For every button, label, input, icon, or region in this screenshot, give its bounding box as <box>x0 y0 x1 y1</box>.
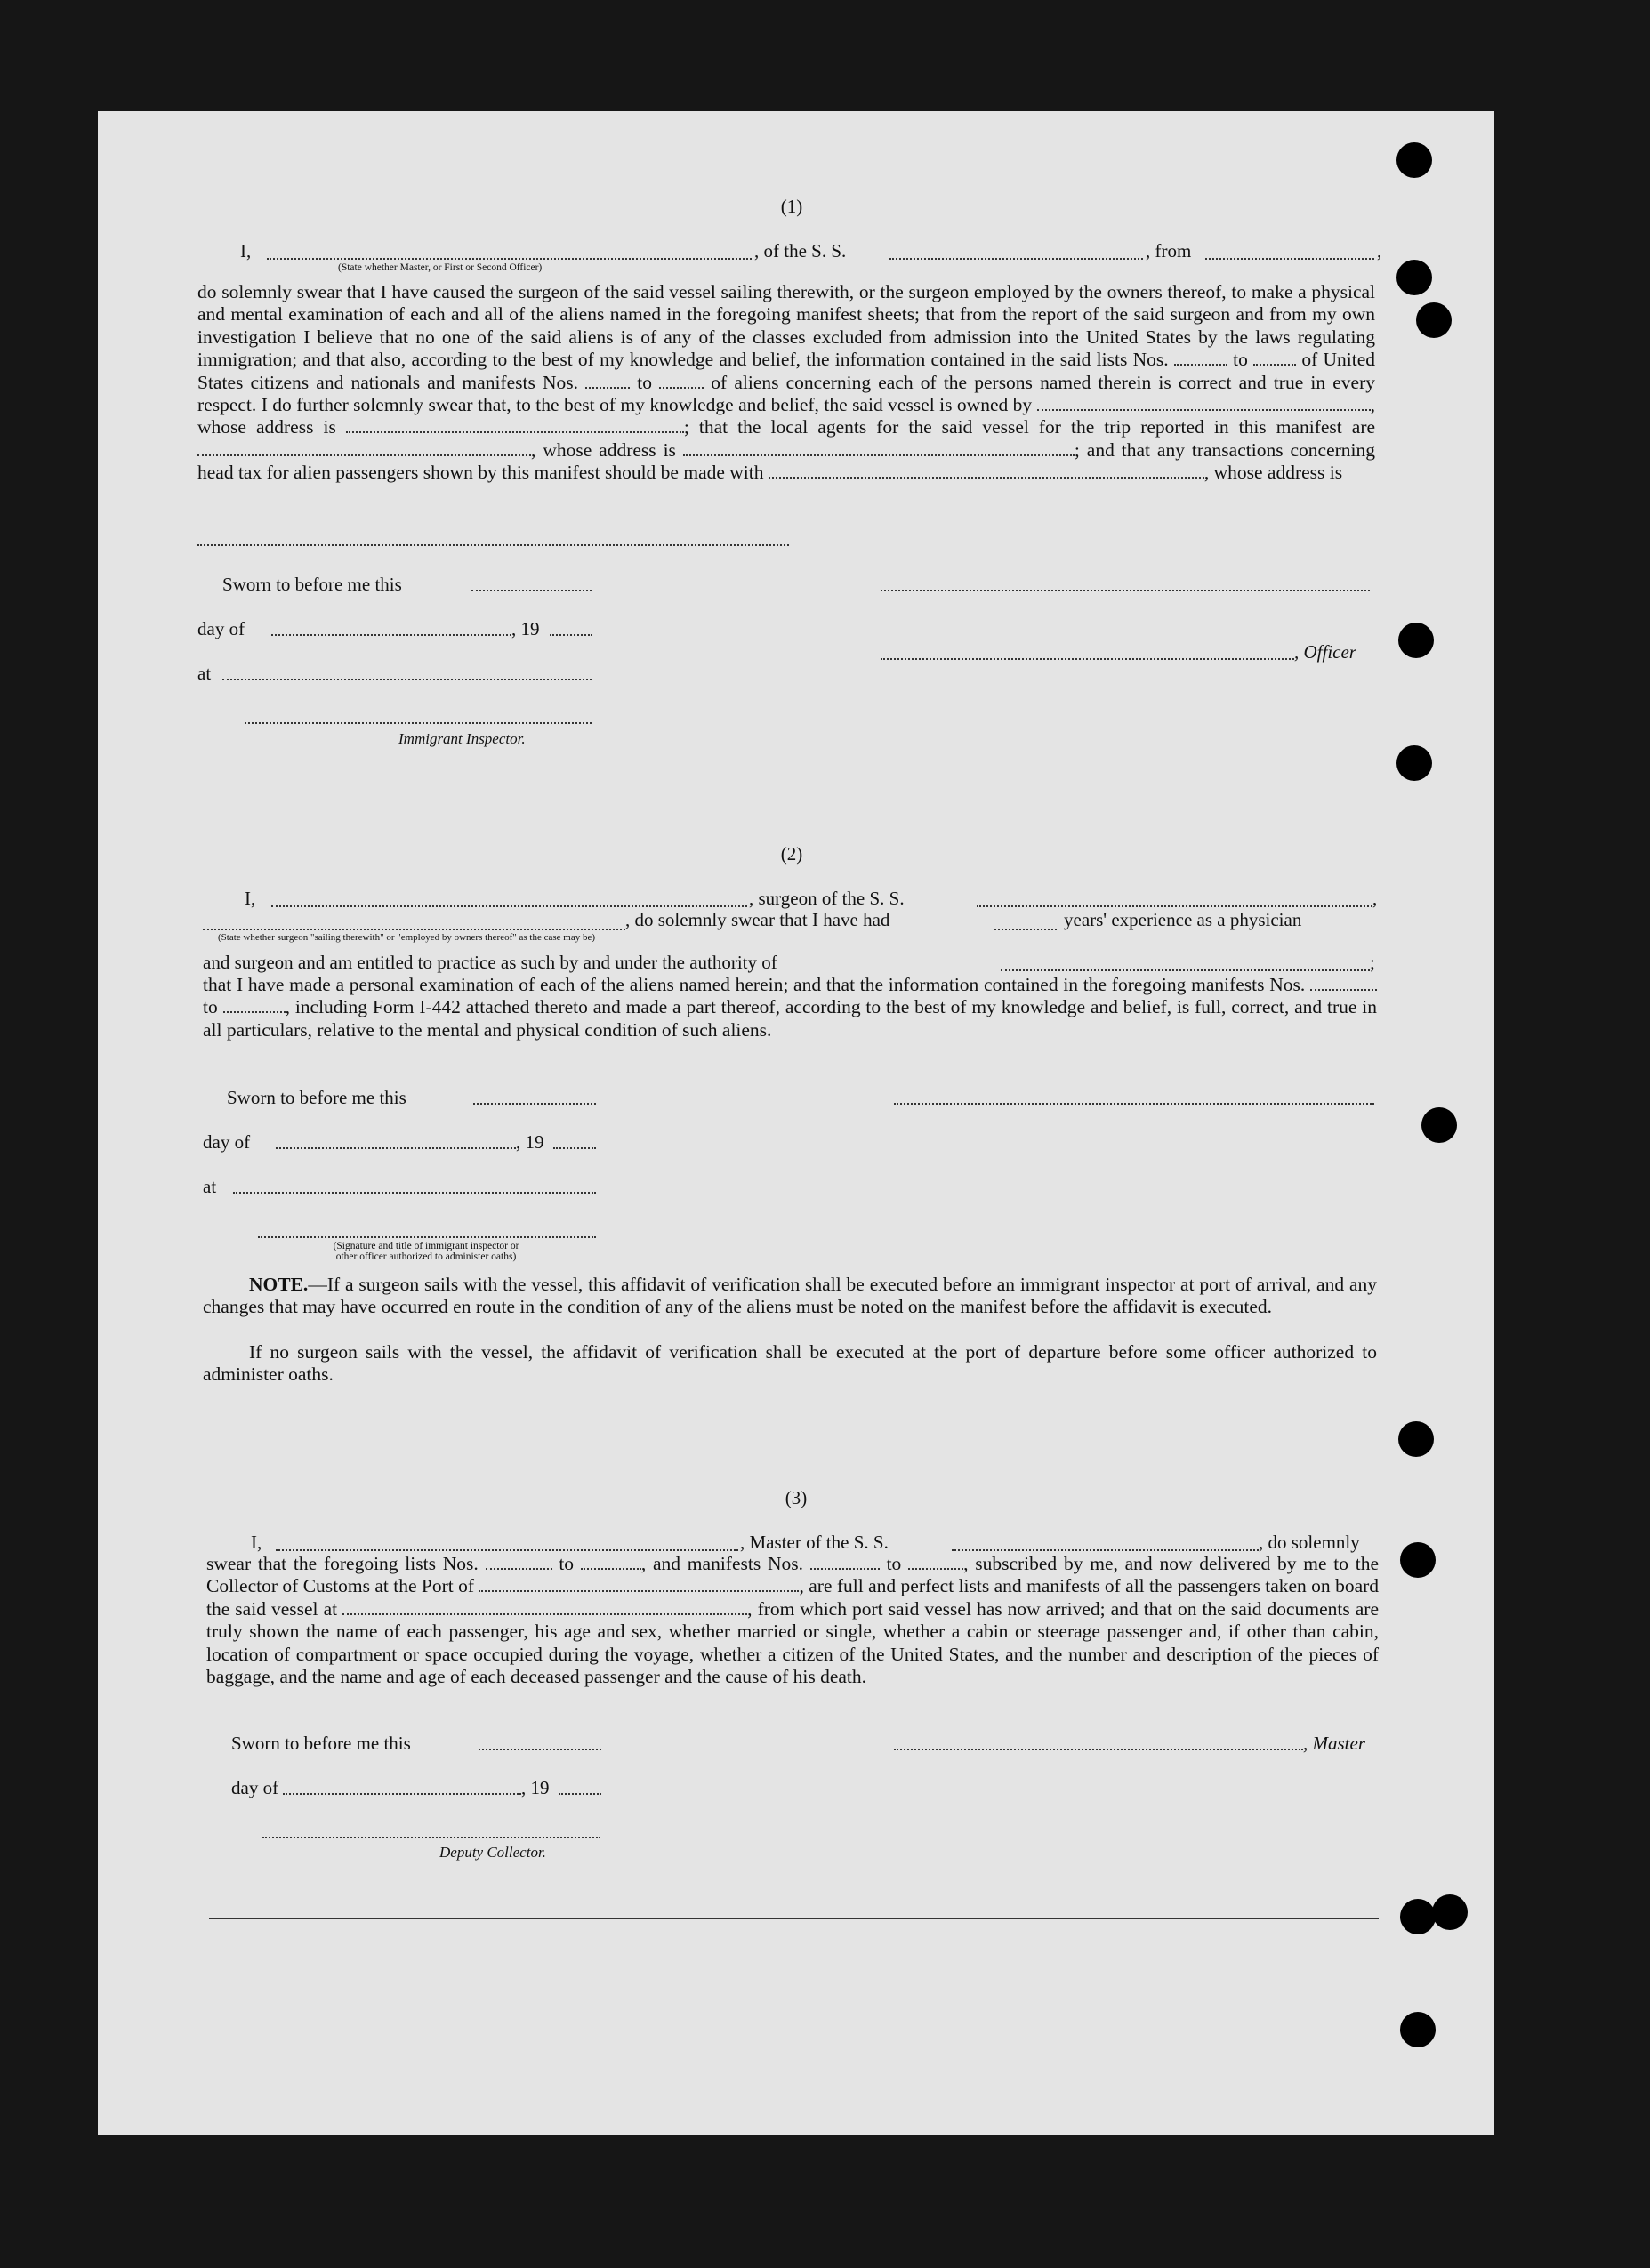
section-1-number: (1) <box>780 196 803 217</box>
s3-manifests-from-field[interactable] <box>810 1554 880 1570</box>
s2-surgeon-name-field[interactable] <box>271 905 747 907</box>
punch-hole <box>1398 623 1434 658</box>
section-2-number: (2) <box>780 843 803 865</box>
s1-officer-name-field[interactable] <box>267 258 752 260</box>
s3-sworn-label: Sworn to before me this <box>231 1733 411 1754</box>
punch-hole <box>1432 1894 1468 1930</box>
s1-officer-title-line[interactable] <box>881 658 1294 660</box>
s3-to2: to <box>886 1553 902 1574</box>
punch-hole <box>1416 302 1452 338</box>
s3-l3b: , are full and perfect lists and <box>799 1575 1022 1597</box>
s1-officer-label <box>1294 641 1356 664</box>
s2-year-prefix: , 19 <box>516 1131 544 1153</box>
footer-divider <box>209 1918 1379 1919</box>
punch-hole <box>1421 1107 1457 1143</box>
s1-head-tax-address-field[interactable] <box>197 544 789 546</box>
s3-body: port said vessel has now arrived; and that on the said documents are truly shown the name of each passenger, his age and sex, whether married or single, whether a cabin or steerage passenger and, if other than cabin, location of compartment or space occupied during the voyage, whether a citizen of the United States, and the number and description of the pieces of baggage, and the name and age of each deceased passenger and the cause of his death. <box>206 1597 1379 1688</box>
s1-inspector-text: Immigrant Inspector. <box>398 730 526 747</box>
s2-body2a: foregoing manifests Nos. <box>1111 974 1306 995</box>
s1-sworn-date-field[interactable] <box>471 590 592 591</box>
s3-deputy-label <box>439 1841 546 1863</box>
s2-body2b: , including Form I-442 attached thereto and made a part thereof, according to <box>285 996 881 1018</box>
punch-hole <box>1400 2012 1436 2047</box>
s2-surgeon-type-field[interactable] <box>203 929 625 930</box>
s1-from-field[interactable] <box>1205 258 1374 260</box>
s1-lists-to-field[interactable] <box>1253 350 1296 366</box>
s3-sworn-date-field[interactable] <box>479 1749 601 1750</box>
s3-collector-signature-line[interactable] <box>262 1837 600 1838</box>
s1-semicolon: ; <box>683 416 689 438</box>
s2-vessel-field[interactable] <box>977 905 1372 907</box>
s2-day-of-field[interactable] <box>276 1147 516 1149</box>
s2-semicolon: ; <box>1370 952 1375 973</box>
s1-whose-address3: , whose address is <box>1203 462 1343 484</box>
s3-master-text: , Master <box>1303 1733 1365 1754</box>
s1-paragraph: do solemnly swear that I have caused the surgeon of the said vessel sailing therewith, or the surgeon employed by the owners thereof, to make a physical and mental examination of each and all of the aliens named in the foregoing manifest sheets; that from the report of the said surgeon and from my own investigation I believe that no one of the said aliens is of any of the classes excluded from admission into the United States by the laws regulating immigration; and that also, according to the best of my knowledge and belief, the information contained in the said lists Nos. to of United States citizens and nationals and manifests Nos. to of aliens concerning each of the persons named therein is correct and true in every respect. I do further solemnly swear that, to the best of my knowledge and belief, the said vessel is owned by , whose address is ; that the local agents for the said vessel for the trip reported in this manifest are , whose address is ; and that any transactions concerning head tax for alien passengers shown by this manifest should be made with , whose address is <box>197 281 1376 484</box>
s2-manifests-to-field[interactable] <box>223 997 286 1013</box>
s1-p2a: of United States citizens and nationals and manifests Nos. <box>197 349 1376 393</box>
s3-l3: delivered by me to the Collector of Customs at the Port of <box>206 1553 1380 1597</box>
s2-note <box>203 1274 1377 1319</box>
s1-p2b: of aliens concerning each of the persons named therein is correct and true in every respect. I do further solemnly swear that, to the best of my knowledge and belief, <box>197 371 1375 416</box>
s2-note2: If no surgeon sails with the vessel, the affidavit of verification shall be executed at the port of departure before some officer authorized to administer oaths. <box>203 1341 1377 1386</box>
s1-at-label: at <box>197 663 212 684</box>
punch-hole <box>1396 142 1432 178</box>
s2-sworn-label: Sworn to before me this <box>227 1087 406 1108</box>
s1-officer-note: (State whether Master, or First or Second Officer) <box>338 262 543 273</box>
s3-master-name-field[interactable] <box>276 1549 738 1551</box>
s3-master-label <box>1303 1733 1365 1755</box>
s2-inspector-signature-line[interactable] <box>258 1236 596 1238</box>
s1-officer-text: , Officer <box>1294 641 1356 663</box>
s3-master-of-label: , Master of the S. S. <box>740 1532 889 1553</box>
s1-at-field[interactable] <box>222 679 592 680</box>
s2-at-label: at <box>203 1176 217 1197</box>
s1-sworn-label: Sworn to before me this <box>222 574 402 595</box>
s2-note-label: NOTE. <box>249 1274 309 1295</box>
s3-port-field[interactable] <box>479 1576 799 1592</box>
s2-note-text: —If a surgeon sails with the vessel, this affidavit of verification shall be executed before an immigrant inspector at port of arrival, and any changes that may have occurred en route in the condition of any of the aliens must be noted on the manifest before the affidavit is executed. <box>203 1274 1377 1318</box>
punch-hole <box>1398 1421 1434 1457</box>
s3-year-field[interactable] <box>559 1793 601 1795</box>
s3-l2c: , subscribed by me, and now <box>963 1553 1193 1574</box>
s1-passengers: passengers shown by this manifest should be made with <box>335 462 764 484</box>
s1-inspector-label <box>398 728 526 750</box>
s1-officer-signature-line[interactable] <box>881 590 1370 591</box>
s2-manifests-from-field[interactable] <box>1310 975 1377 991</box>
s3-l2b: , and manifests Nos. <box>640 1553 803 1574</box>
s2-body3: the best of my knowledge and belief, is full, correct, and true in all particulars, relative to the mental and physical condition of such aliens. <box>203 996 1377 1041</box>
s2-surgeon-of-label: , surgeon of the S. S. <box>749 888 905 909</box>
s1-day-of-field[interactable] <box>271 634 511 636</box>
punch-hole <box>1400 1542 1436 1578</box>
s1-p1: do solemnly swear that I have caused the surgeon of the said vessel sailing therewith, or the surgeon employed by the owners thereof, to make a physical and mental examination of each and all of the aliens named in the foregoing manifest sheets; that from the report of the said surgeon and from my own investigation I believe that no one of the said aliens is of any of the classes excluded from admission into the United States by the laws regulating immigration; and that also, according to the best of my knowledge and belief, the information contained in the said lists Nos. <box>197 281 1375 371</box>
s2-comma: , <box>1372 888 1378 909</box>
s2-at-field[interactable] <box>233 1192 596 1194</box>
s1-to2: to <box>637 371 652 393</box>
s2-sig-note-2: other officer authorized to administer oaths) <box>335 1251 517 1262</box>
s3-l2a: swear that the foregoing lists Nos. <box>206 1553 479 1574</box>
s3-lists-from-field[interactable] <box>486 1554 552 1570</box>
s1-from-label: , from <box>1146 240 1192 261</box>
s2-sig-note-1: (Signature and title of immigrant inspector or <box>333 1241 519 1251</box>
punch-hole <box>1396 260 1432 295</box>
s3-master-signature-line[interactable] <box>894 1749 1303 1750</box>
s1-whose-address2: whose address is <box>543 438 676 461</box>
s1-inspector-signature-line[interactable] <box>245 722 592 724</box>
s2-year-field[interactable] <box>553 1147 596 1149</box>
s1-agents-address-field[interactable] <box>683 440 1075 456</box>
s1-year-prefix: , 19 <box>511 618 540 639</box>
s1-i-label: I, <box>240 240 252 261</box>
s1-agents: that the local agents for the said vessel for the trip reported in this manifest are <box>698 416 1376 438</box>
s3-embark-field[interactable] <box>342 1599 747 1615</box>
s2-years-field[interactable] <box>994 929 1057 930</box>
s2-paragraph <box>203 974 1377 1042</box>
s2-day-of-label: day of <box>203 1131 251 1153</box>
s1-of-ss-label: , of the S. S. <box>754 240 847 261</box>
s1-head-tax: ; and that any transactions concerning head tax for alien <box>197 438 1376 484</box>
s3-vessel-field[interactable] <box>952 1549 1259 1551</box>
section-3-number: (3) <box>785 1487 808 1508</box>
s3-l4: manifests of all the passengers taken on board the said vessel at <box>206 1575 1380 1620</box>
s3-deputy-text: Deputy Collector. <box>439 1844 546 1861</box>
s1-comma: , <box>1377 240 1382 261</box>
s3-paragraph <box>206 1553 1379 1688</box>
s1-manifests-to-field[interactable] <box>659 373 704 389</box>
s3-do-solemnly-label: , do solemnly <box>1259 1532 1360 1553</box>
s3-l4b: , from which <box>747 1597 847 1620</box>
s1-agents-field[interactable] <box>197 440 531 456</box>
s1-vessel-field[interactable] <box>889 258 1143 260</box>
s2-surgeon-signature-line[interactable] <box>894 1103 1374 1105</box>
s1-manifests-from-field[interactable] <box>585 373 630 389</box>
s3-day-of-label: day of <box>231 1777 279 1798</box>
s2-signature-note <box>256 1241 596 1262</box>
s1-to: to <box>1233 349 1248 371</box>
s1-owned-by: the said vessel is owned by <box>824 394 1033 416</box>
s2-surgeon-note: (State whether surgeon "sailing therewith" or "employed by owners thereof" as the case may be) <box>218 932 596 943</box>
s3-day-of-field[interactable] <box>283 1793 521 1795</box>
s2-sworn-date-field[interactable] <box>473 1103 596 1105</box>
s1-day-of-label: day of <box>197 618 245 639</box>
s3-manifests-to-field[interactable] <box>908 1554 963 1570</box>
s3-to: to <box>559 1553 575 1574</box>
punch-hole <box>1400 1899 1436 1934</box>
s1-head-tax-party-field[interactable] <box>769 462 1204 479</box>
s3-lists-to-field[interactable] <box>581 1554 641 1570</box>
s2-years-label: years' experience as a physician <box>1064 909 1302 930</box>
s2-body1: that I have made a personal examination of each of the aliens named herein; and that the information contained in the <box>203 974 1107 995</box>
s2-to: to <box>203 996 218 1018</box>
s2-authority-field[interactable] <box>1001 969 1370 971</box>
s1-owner-field[interactable] <box>1037 395 1371 411</box>
s1-lists-from-field[interactable] <box>1174 350 1227 366</box>
s1-whose-address: , whose address is <box>197 394 1376 438</box>
s3-i-label: I, <box>251 1532 262 1553</box>
s2-swear-label: , do solemnly swear that I have had <box>625 909 890 930</box>
s2-i-label: I, <box>245 888 256 909</box>
s3-year-prefix: , 19 <box>521 1777 550 1798</box>
s1-owner-address-field[interactable] <box>346 417 684 433</box>
punch-hole <box>1396 745 1432 781</box>
s1-year-field[interactable] <box>550 634 592 636</box>
s2-authority-label: and surgeon and am entitled to practice as such by and under the authority of <box>203 952 777 973</box>
